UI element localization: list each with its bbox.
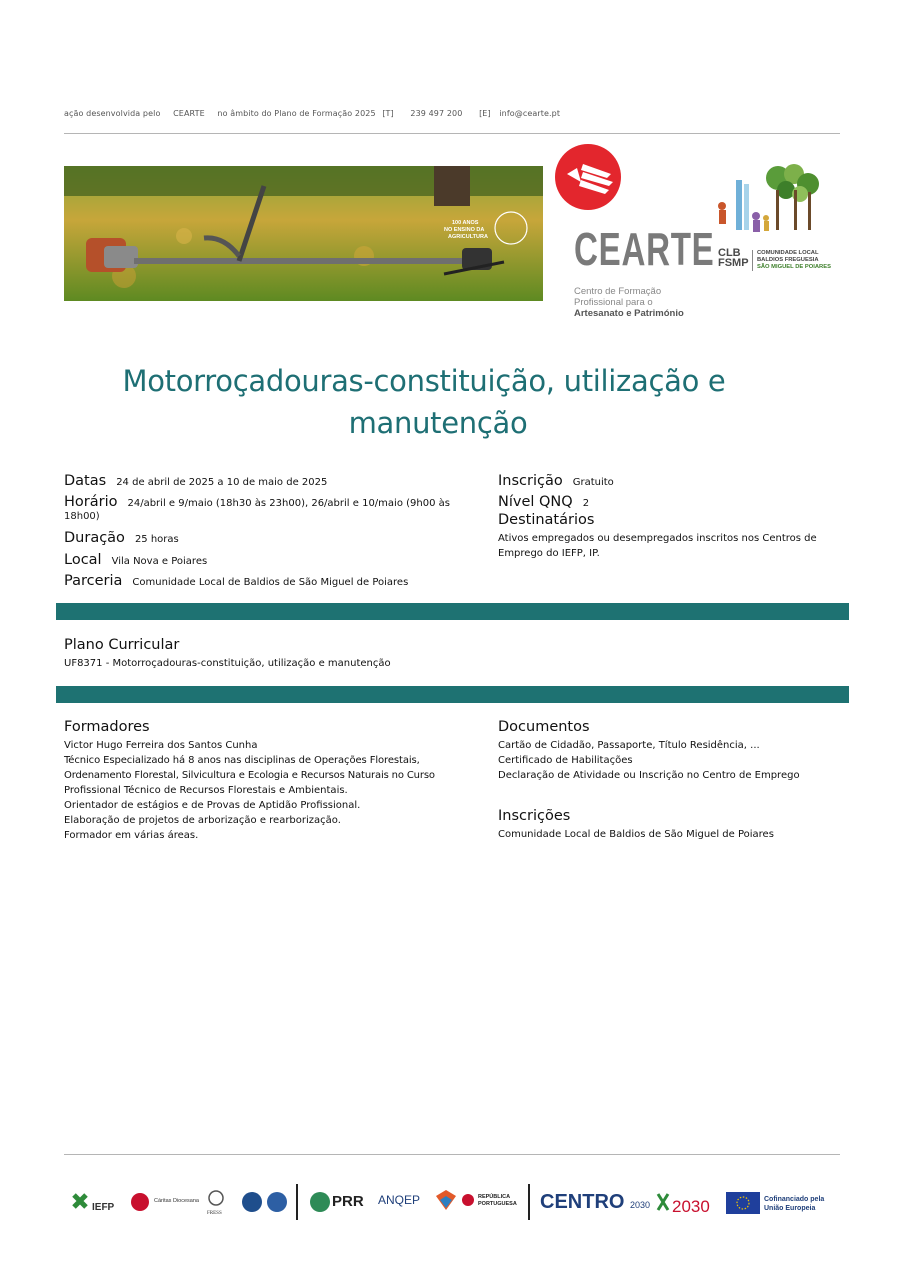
documentos-list (498, 738, 800, 783)
centro-logo-icon (540, 1191, 650, 1213)
plano-heading: Plano Curricular (64, 637, 180, 653)
cearte-sub-line-1: Centro de Formação (574, 286, 662, 297)
info-duracao (64, 527, 179, 546)
clb-full-line-2: BALDIOS FREGUESIA (757, 257, 819, 263)
action-text: ação desenvolvida pelo (64, 109, 161, 118)
footer-divider (64, 1154, 840, 1155)
datas-label: Datas (64, 473, 107, 489)
section-divider-band (56, 603, 849, 620)
phone-label: [T] (382, 109, 394, 118)
formador-name: Victor Hugo Ferreira dos Santos Cunha (64, 740, 258, 751)
info-horario (64, 491, 450, 510)
eu-line-2: União Europeia (764, 1205, 816, 1212)
footer-separator (296, 1184, 298, 1220)
formador-line: Ordenamento Florestal, Silvicultura e Ecologia e Recursos Naturais no Curso (64, 770, 435, 781)
header-credits (64, 109, 570, 118)
cearte-logo-icon (555, 144, 621, 210)
info-inscricao (498, 470, 614, 489)
cearte-sub-line-3: Artesanato e Património (574, 308, 684, 319)
destinatarios-label: Destinatários (498, 512, 595, 528)
fress-logo-icon (207, 1191, 223, 1216)
qnq-label: Nível QNQ (498, 494, 573, 510)
documento-item: Cartão de Cidadão, Passaporte, Título Residência, ... (498, 740, 760, 751)
centro-year: 2030 (630, 1200, 651, 1210)
course-title (64, 360, 784, 444)
formadores-heading: Formadores (64, 719, 150, 735)
duracao-value: 25 horas (134, 534, 179, 545)
caritas-logo-icon (131, 1193, 200, 1211)
centro-label: CENTRO (540, 1191, 625, 1213)
badge-line-2: NO ENSINO DA (444, 227, 485, 233)
clb-full-name (752, 250, 831, 271)
clb-full-line-3: SÃO MIGUEL DE POIARES (757, 264, 831, 270)
republica-line-2: PORTUGUESA (478, 1201, 517, 1207)
portugal2030-logo-icon (658, 1194, 710, 1216)
documento-item: Declaração de Atividade ou Inscrição no Centro de Emprego (498, 770, 800, 781)
info-parceria (64, 570, 408, 589)
destinatarios-text (498, 531, 817, 561)
org-name: CEARTE (173, 109, 205, 118)
plano-item: UF8371 - Motorroçadouras-constituição, utilização e manutenção (64, 658, 391, 669)
plan-text: no âmbito do Plano de Formação 2025 (217, 109, 376, 118)
formador-line: Elaboração de projetos de arborização e rearborização. (64, 815, 341, 826)
local-label: Local (64, 552, 102, 568)
badge-line-1: 100 ANOS (452, 220, 479, 226)
inscricao-value: Gratuito (572, 477, 614, 488)
horario-value-cont: 18h00) (64, 511, 100, 522)
inscricao-label: Inscrição (498, 473, 563, 489)
brushcutter-photo (64, 166, 543, 301)
horario-value: 24/abril e 9/maio (18h30 às 23h00), 26/abril e 10/maio (9h00 às (127, 498, 450, 509)
local-value: Vila Nova e Poiares (111, 556, 208, 567)
datas-value: 24 de abril de 2025 a 10 de maio de 2025 (116, 477, 328, 488)
formadores-text (64, 738, 435, 843)
iefp-label: IEFP (92, 1202, 115, 1213)
destinatarios-line-1: Ativos empregados ou desempregados inscritos nos Centros de (498, 533, 817, 544)
parceria-value: Comunidade Local de Baldios de São Miguel de Poiares (132, 577, 409, 588)
formador-line: Formador em várias áreas. (64, 830, 199, 841)
section-divider-band (56, 686, 849, 703)
anqep-logo-icon (378, 1193, 420, 1207)
email-label: [E] (479, 109, 491, 118)
info-datas (64, 470, 327, 489)
clb-abbreviation (718, 248, 749, 268)
info-qnq (498, 491, 589, 510)
qualifica-logo-icon (436, 1190, 456, 1210)
email-link[interactable]: info@cearte.pt (499, 109, 561, 118)
destinatarios-line-2: Emprego do IEFP, IP. (498, 548, 600, 559)
footer-logos (64, 1170, 840, 1240)
eu-line-1: Cofinanciado pela (764, 1196, 825, 1203)
phone-number: 239 497 200 (410, 109, 463, 118)
anqep-label: ANQEP (378, 1193, 421, 1207)
horario-label: Horário (64, 494, 118, 510)
formador-line: Técnico Especializado há 8 anos nas disciplinas de Operações Florestais, (64, 755, 420, 766)
iefp-logo-icon (74, 1195, 115, 1213)
republica-line-1: REPÚBLICA (478, 1194, 511, 1200)
title-line-2: manutenção (348, 406, 528, 440)
badge-line-3: AGRICULTURA (448, 234, 488, 240)
documentos-heading: Documentos (498, 719, 590, 735)
footer-separator (528, 1184, 530, 1220)
fsmp-abbr: FSMP (718, 257, 749, 269)
clb-full-line-1: COMUNIDADE LOCAL (757, 250, 819, 256)
cearte-subtitle (574, 286, 684, 319)
inscricoes-text: Comunidade Local de Baldios de São Miguel de Poiares (498, 829, 774, 840)
republica-logo-icon (462, 1193, 517, 1207)
info-local (64, 549, 207, 568)
qnq-value: 2 (582, 498, 590, 509)
documento-item: Certificado de Habilitações (498, 755, 633, 766)
clb-trees-logo-icon (716, 160, 826, 240)
parceria-label: Parceria (64, 573, 123, 589)
cearte-wordmark: CEARTE (574, 223, 715, 275)
clb-abbr: CLB (718, 247, 741, 259)
fress-label: FRESS (207, 1211, 222, 1216)
portugal-year: 2030 (672, 1197, 710, 1216)
formador-line: Orientador de estágios e de Provas de Aptidão Profissional. (64, 800, 361, 811)
caritas-label: Cáritas Diocesana (154, 1198, 199, 1204)
formador-line: Profissional Técnico de Recursos Florestais e Ambientais. (64, 785, 348, 796)
ganet-logo-icon (267, 1192, 287, 1212)
header-divider (64, 133, 840, 134)
eu-flag-icon (726, 1192, 824, 1214)
prr-logo-icon (310, 1192, 364, 1212)
title-line-1: Motorroçadouras-constituição, utilização e (122, 364, 726, 398)
apeer-logo-icon (242, 1192, 262, 1212)
inscricoes-heading: Inscrições (498, 808, 571, 824)
cearte-sub-line-2: Profissional para o (574, 297, 653, 308)
prr-label: PRR (332, 1193, 364, 1210)
duracao-label: Duração (64, 530, 125, 546)
